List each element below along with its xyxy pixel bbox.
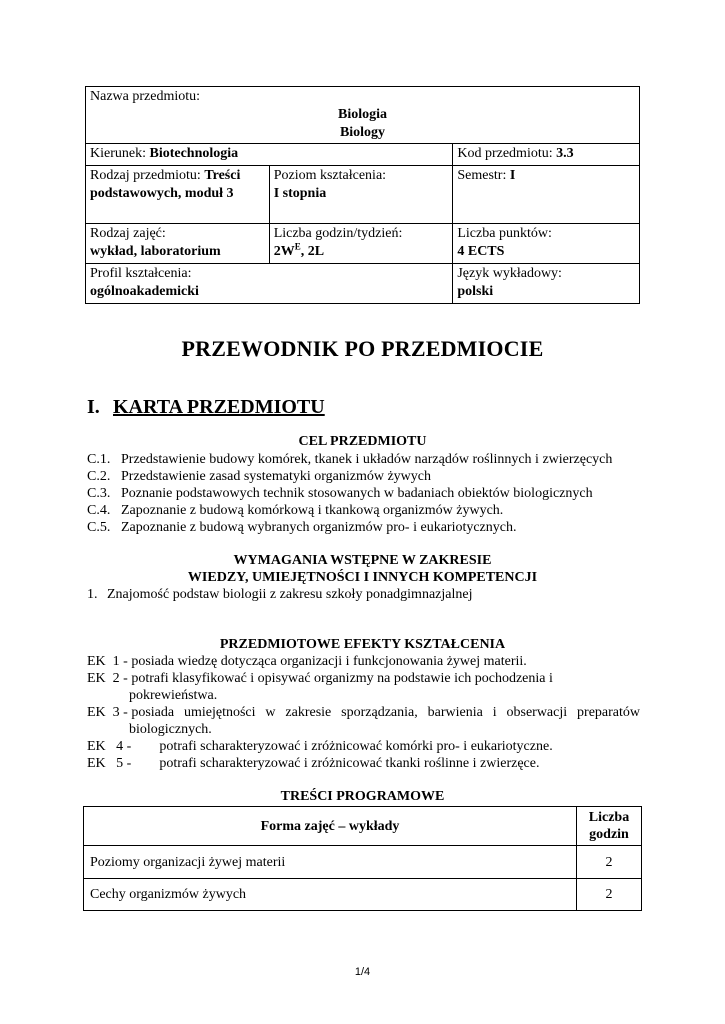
hours-per-week-lab: , 2L	[300, 244, 325, 259]
program-heading: TREŚCI PROGRAMOWE	[280, 789, 445, 804]
profile-cell	[86, 264, 453, 304]
profile-value: ogólnoakademicki	[90, 284, 199, 299]
semester-label: Semestr:	[457, 168, 510, 183]
field-cell	[86, 144, 453, 166]
requirement-code: 1.	[87, 587, 98, 602]
goal-item	[87, 519, 517, 536]
goal-text: Zapoznanie z budową komórkową i tkankową organizmów żywych.	[121, 503, 504, 518]
section-title	[87, 396, 325, 419]
hours-per-week-cell	[269, 224, 453, 264]
field-row	[86, 144, 640, 166]
program-table	[83, 806, 642, 911]
outcome-text: posiada wiedzę dotycząca organizacji i funkcjonowania żywej materii.	[131, 654, 527, 669]
field-value: Biotechnologia	[149, 146, 239, 161]
hours-header-line-1: Liczba	[588, 810, 630, 825]
goal-code: C.4.	[87, 503, 111, 518]
table-row	[84, 879, 642, 911]
language-value: polski	[457, 284, 494, 299]
outcome-item	[87, 755, 640, 772]
course-type-value-1: Treści	[204, 168, 241, 183]
outcome-item	[87, 704, 640, 738]
goal-text: Poznanie podstawowych technik stosowanych w badaniach obiektów biologicznych	[121, 486, 593, 501]
outcome-text: posiada umiejętności w zakresie sporządzania, barwienia i obserwacji preparatów	[131, 705, 640, 720]
requirement-text: Znajomość podstaw biologii z zakresu szkoły ponadgimnazjalnej	[107, 587, 473, 602]
goal-item	[87, 451, 612, 468]
goal-text: Przedstawienie budowy komórek, tkanek i układów narządów roślinnych i zwierzęcych	[121, 452, 613, 467]
outcome-text-continued: biologicznych.	[129, 722, 212, 737]
outcome-text: potrafi klasyfikować i opisywać organizmy na podstawie ich pochodzenia i	[131, 671, 553, 686]
language-cell	[453, 264, 640, 304]
hours-per-week-label: Liczba godzin/tydzień:	[273, 226, 403, 241]
semester-value: I	[509, 168, 516, 183]
goal-text: Przedstawienie zasad systematyki organizmów żywych	[121, 469, 431, 484]
ects-value: 4 ECTS	[457, 244, 505, 259]
course-info-table	[85, 86, 640, 304]
outcome-label: EK 4 -	[87, 739, 160, 754]
course-name-row	[86, 87, 640, 144]
program-header-row	[84, 807, 642, 846]
goal-code: C.3.	[87, 486, 111, 501]
course-code-value: 3.3	[556, 146, 574, 161]
requirements-heading-2: WIEDZY, UMIEJĘTNOŚCI I INNYCH KOMPETENCJI	[187, 570, 538, 585]
outcome-text-continued: pokrewieństwa.	[129, 688, 218, 703]
class-type-cell	[86, 224, 270, 264]
section-title-text: KARTA PRZEDMIOTU	[113, 396, 325, 418]
language-label: Język wykładowy:	[457, 266, 562, 281]
goal-item	[87, 502, 503, 519]
goal-code: C.5.	[87, 520, 111, 535]
exam-superscript: E	[294, 241, 301, 252]
semester-cell	[453, 166, 640, 224]
topic-cell: Cechy organizmów żywych	[84, 879, 577, 911]
page-number: 1/4	[354, 966, 371, 978]
course-name-en: Biology	[339, 125, 386, 140]
course-code-cell	[453, 144, 640, 166]
class-type-value: wykład, laboratorium	[90, 244, 221, 259]
goal-heading: CEL PRZEDMIOTU	[298, 434, 427, 449]
course-type-label: Rodzaj przedmiotu:	[90, 168, 205, 183]
hours-cell: 2	[577, 879, 642, 911]
profile-label: Profil kształcenia:	[90, 266, 192, 281]
outcome-text: potrafi scharakteryzować i zróżnicować komórki pro- i eukariotyczne.	[159, 739, 553, 754]
course-name-cell	[86, 87, 640, 144]
ects-label: Liczba punktów:	[457, 226, 552, 241]
requirements-heading-1: WYMAGANIA WSTĘPNE W ZAKRESIE	[233, 553, 492, 568]
goal-code: C.1.	[87, 452, 111, 467]
topic-cell: Poziomy organizacji żywej materii	[84, 846, 577, 879]
outcome-item	[87, 653, 640, 670]
level-value: I stopnia	[273, 186, 327, 201]
outcome-item	[87, 738, 640, 755]
hours-per-week-value: 2W	[273, 244, 295, 259]
section-number: I.	[87, 396, 100, 418]
page-title: PRZEWODNIK PO PRZEDMIOCIE	[181, 336, 544, 361]
course-type-value-2: podstawowych, moduł 3	[90, 186, 234, 201]
level-cell	[269, 166, 453, 224]
goal-item	[87, 468, 431, 485]
field-label: Kierunek:	[90, 146, 150, 161]
form-column-header: Forma zajęć – wykłady	[84, 807, 577, 846]
hours-header-line-2: godzin	[589, 827, 629, 842]
course-type-cell	[86, 166, 270, 224]
course-type-row	[86, 166, 640, 224]
requirement-item	[87, 586, 472, 603]
table-row	[84, 846, 642, 879]
outcome-label: EK 5 -	[87, 756, 160, 771]
outcome-label: EK 2 -	[87, 671, 132, 686]
hours-column-header	[577, 807, 642, 846]
class-type-label: Rodzaj zajęć:	[90, 226, 166, 241]
class-type-row	[86, 224, 640, 264]
course-name-label: Nazwa przedmiotu:	[90, 89, 201, 104]
profile-row	[86, 264, 640, 304]
course-name-pl: Biologia	[337, 107, 387, 122]
outcome-label: EK 1 -	[87, 654, 132, 669]
hours-cell: 2	[577, 846, 642, 879]
level-label: Poziom kształcenia:	[273, 168, 387, 183]
outcome-label: EK 3 -	[87, 705, 132, 720]
outcome-text: potrafi scharakteryzować i zróżnicować tkanki roślinne i zwierzęce.	[159, 756, 540, 771]
course-code-label: Kod przedmiotu:	[457, 146, 557, 161]
goal-code: C.2.	[87, 469, 111, 484]
ects-cell	[453, 224, 640, 264]
outcomes-heading: PRZEDMIOTOWE EFEKTY KSZTAŁCENIA	[219, 637, 506, 652]
goal-item	[87, 485, 593, 502]
outcome-item	[87, 670, 640, 704]
goal-text: Zapoznanie z budową wybranych organizmów pro- i eukariotycznych.	[121, 520, 517, 535]
